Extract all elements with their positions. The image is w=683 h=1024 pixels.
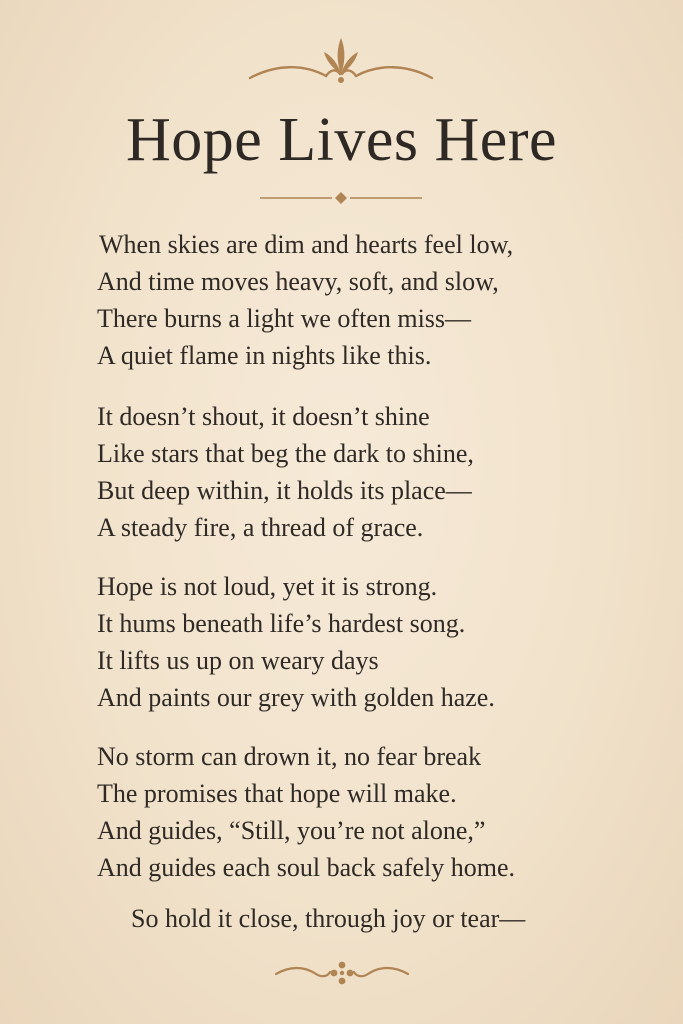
poem-line: The promises that hope will make. — [97, 779, 457, 808]
poem-line: And guides, “Still, you’re not alone,” — [97, 816, 486, 845]
poem-line: And paints our grey with golden haze. — [97, 683, 495, 712]
poem-line: When skies are dim and hearts feel low, — [99, 230, 514, 259]
closing-line: So hold it close, through joy or tear— — [131, 904, 526, 933]
stanza-1 — [97, 226, 617, 374]
poem-line: It lifts us up on weary days — [97, 646, 379, 675]
closing-stanza — [131, 900, 611, 937]
poem-line: No storm can drown it, no fear break — [97, 742, 482, 771]
flourish-icon — [272, 956, 412, 988]
stanza-2 — [97, 398, 617, 546]
poem-title: Hope Lives Here — [126, 106, 557, 174]
poem-line: But deep within, it holds its place— — [97, 476, 472, 505]
poem-line: A quiet flame in nights like this. — [97, 341, 432, 370]
stanza-3 — [97, 568, 617, 716]
poem-line: It hums beneath life’s hardest song. — [97, 609, 466, 638]
stanza-4 — [97, 738, 617, 886]
poem-line: A steady fire, a thread of grace. — [97, 513, 424, 542]
poem-line: Hope is not loud, yet it is strong. — [97, 572, 438, 601]
poem-line: There burns a light we often miss— — [97, 304, 472, 333]
poem-line: And time moves heavy, soft, and slow, — [97, 267, 499, 296]
flourish-icon — [246, 34, 436, 88]
poem-line: It doesn’t shout, it doesn’t shine — [97, 402, 430, 431]
poem-line: Like stars that beg the dark to shine, — [97, 439, 474, 468]
diamond-divider-icon — [256, 190, 426, 206]
poem-line: And guides each soul back safely home. — [97, 853, 516, 882]
